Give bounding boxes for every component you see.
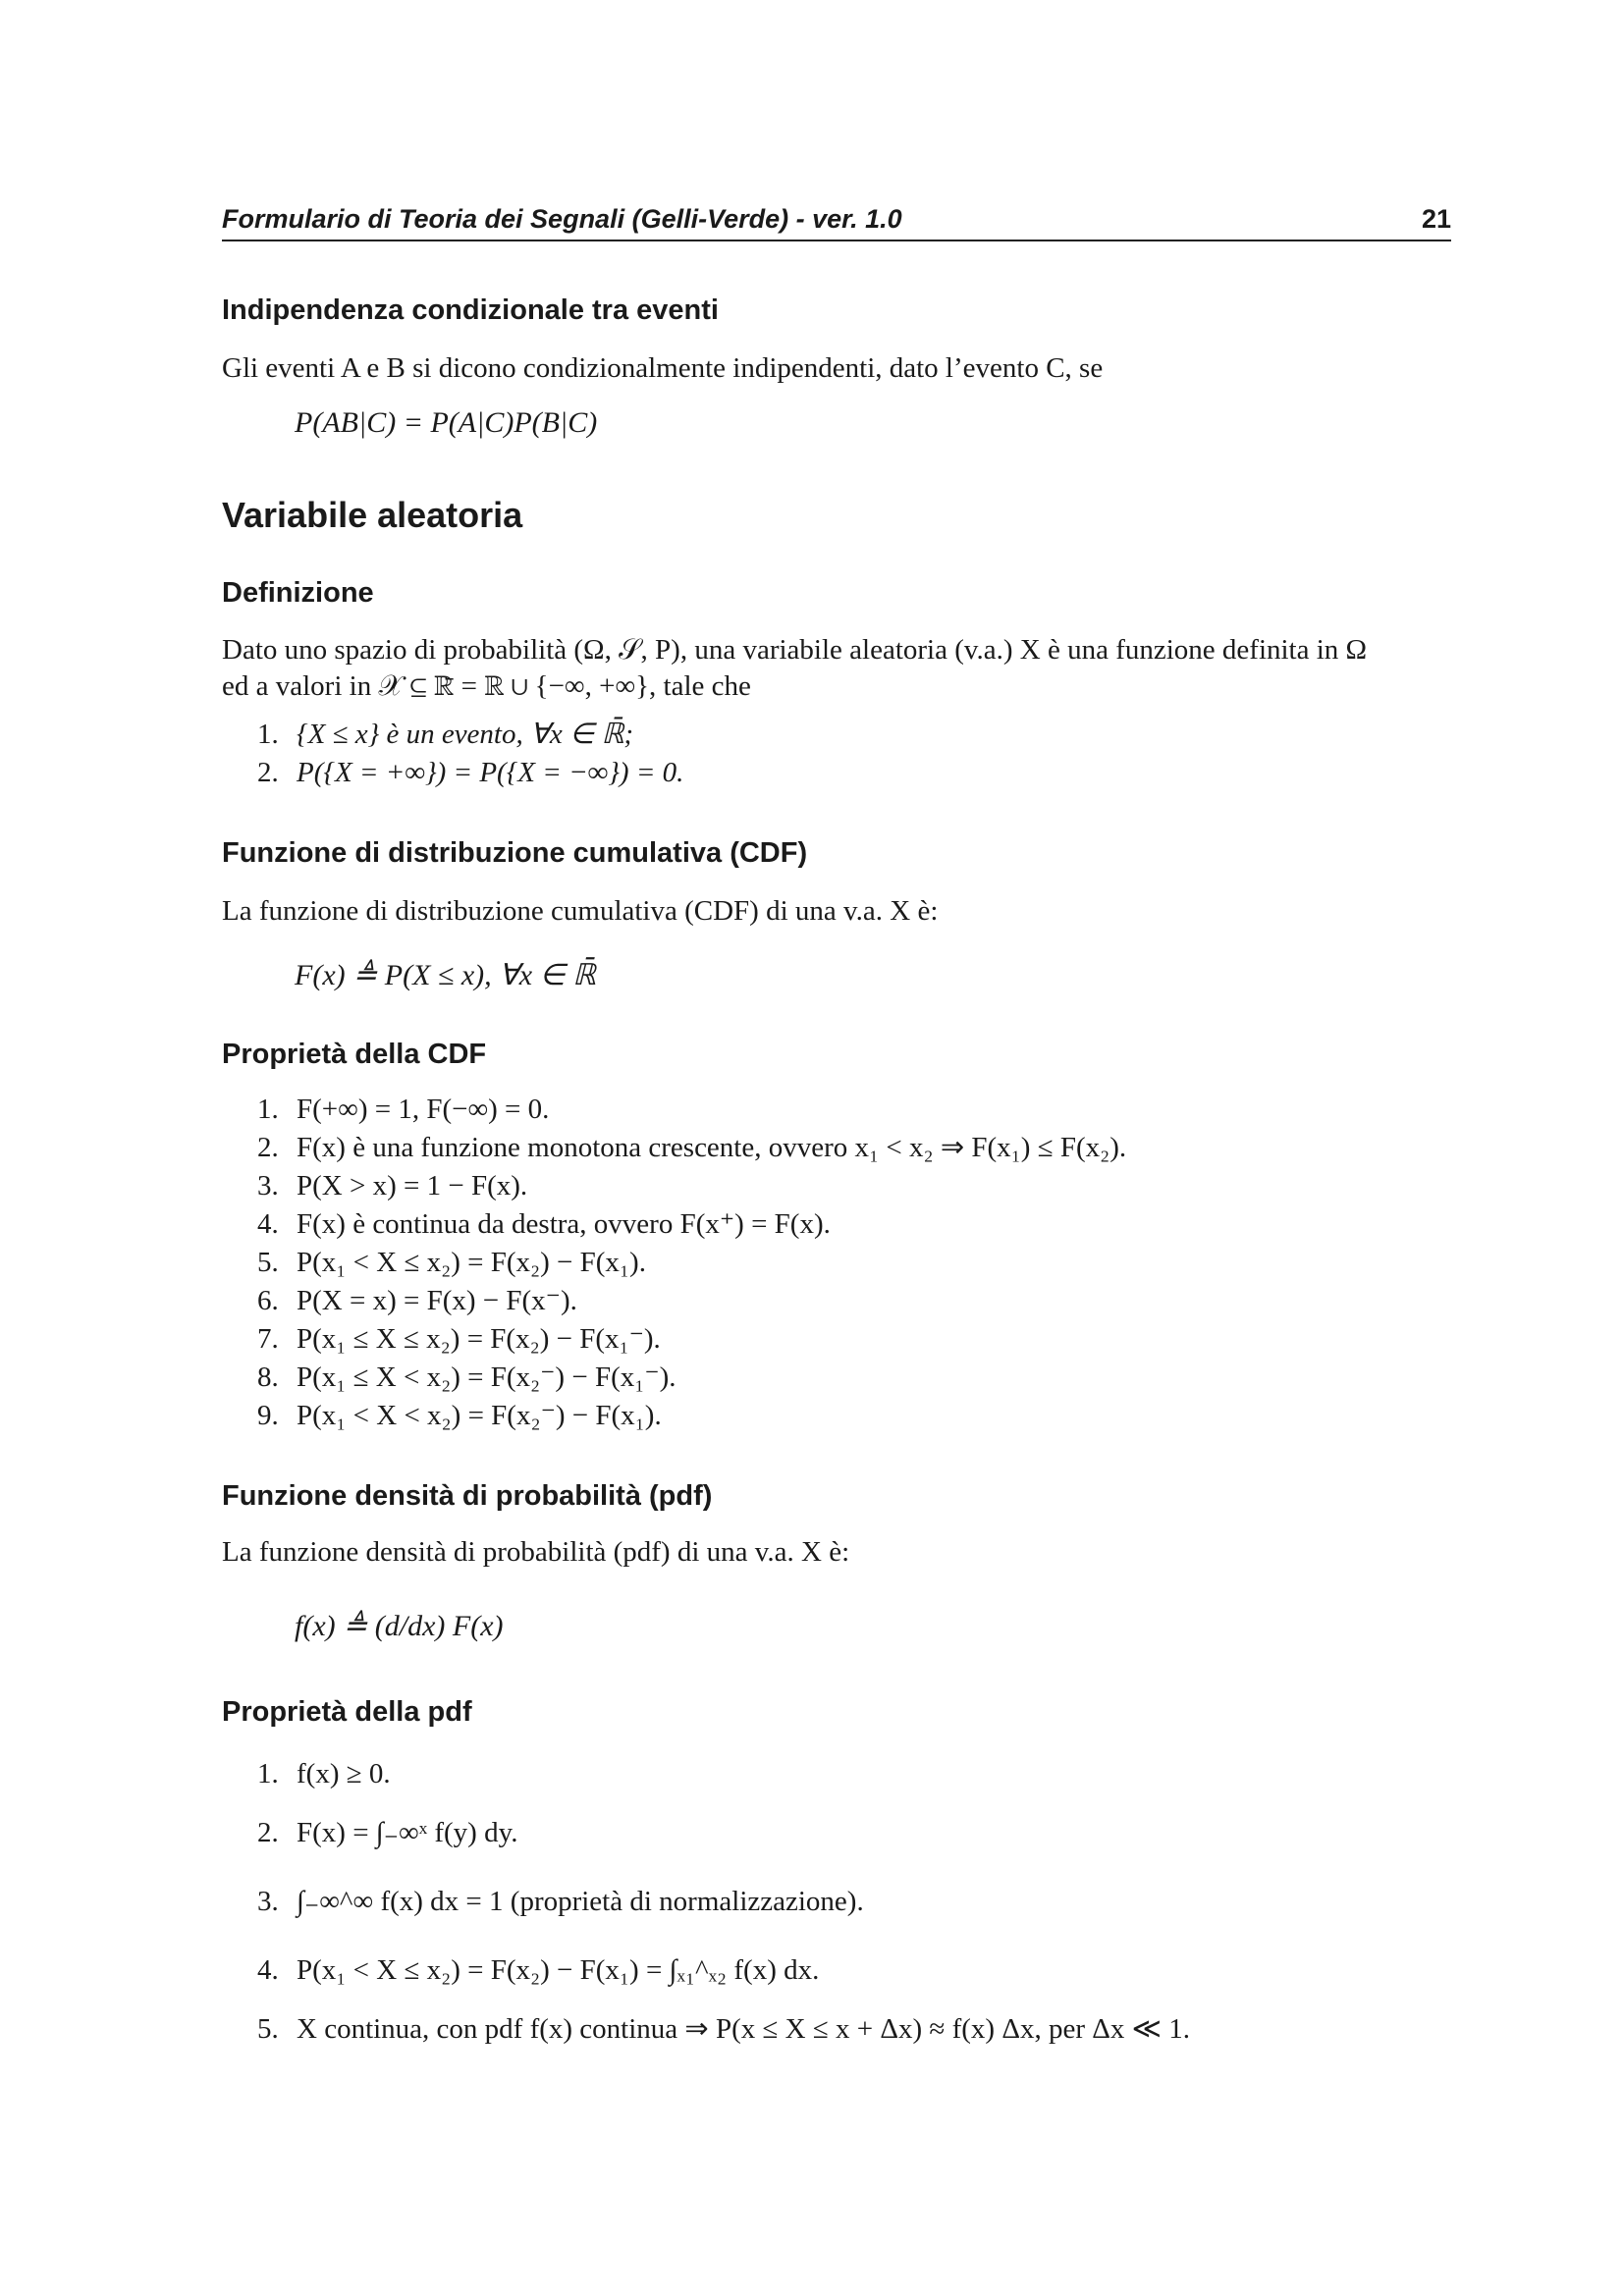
heading-proprieta-pdf: Proprietà della pdf	[222, 1696, 472, 1728]
heading-indipendenza: Indipendenza condizionale tra eventi	[222, 294, 719, 326]
header-title: Formulario di Teoria dei Segnali (Gelli-Verde) - ver. 1.0	[222, 204, 902, 234]
cdf-formula: F(x) ≜ P(X ≤ x), ∀x ∈ ℝ̄	[295, 959, 596, 991]
pdf-formula: f(x) ≜ (d/dx) F(x)	[295, 1610, 504, 1642]
indipendenza-text: Gli eventi A e B si dicono condizionalmente indipendenti, dato l’evento C, se	[222, 352, 1104, 384]
list-item: 1. {X ≤ x} è un evento, ∀x ∈ ℝ̄;	[257, 719, 634, 750]
list-item: 8. P(x₁ ≤ X < x₂) = F(x₂⁻) − F(x₁⁻).	[257, 1362, 676, 1393]
pdf-text: La funzione densità di probabilità (pdf) di una v.a. X è:	[222, 1536, 850, 1568]
heading-definizione: Definizione	[222, 577, 374, 609]
list-item: 6. P(X = x) = F(x) − F(x⁻).	[257, 1285, 577, 1316]
cdf-properties-list	[257, 1091, 1126, 1435]
list-item: 7. P(x₁ ≤ X ≤ x₂) = F(x₂) − F(x₁⁻).	[257, 1323, 661, 1355]
list-item: 9. P(x₁ < X < x₂) = F(x₂⁻) − F(x₁).	[257, 1400, 662, 1431]
pdf-properties-list	[257, 1749, 1190, 2054]
list-item: 2. P({X = +∞}) = P({X = −∞}) = 0.	[257, 757, 684, 788]
list-item: 1. F(+∞) = 1, F(−∞) = 0.	[257, 1094, 550, 1125]
list-item: 2. F(x) = ∫₋∞ˣ f(y) dy.	[257, 1817, 518, 1848]
list-item: 3. ∫₋∞^∞ f(x) dx = 1 (proprietà di normalizzazione).	[257, 1886, 864, 1917]
indipendenza-formula: P(AB|C) = P(A|C)P(B|C)	[295, 406, 598, 439]
list-item: 1. f(x) ≥ 0.	[257, 1758, 391, 1789]
list-item: 5. P(x₁ < X ≤ x₂) = F(x₂) − F(x₁).	[257, 1247, 646, 1278]
list-item: 4. P(x₁ < X ≤ x₂) = F(x₂) − F(x₁) = ∫ₓ₁^ₓ₂ f(x) dx.	[257, 1954, 820, 1986]
list-item: 5. X continua, con pdf f(x) continua ⇒ P(x ≤ X ≤ x + Δx) ≈ f(x) Δx, per Δx ≪ 1.	[257, 2013, 1191, 2045]
heading-pdf: Funzione densità di probabilità (pdf)	[222, 1480, 713, 1512]
definizione-list	[257, 716, 683, 792]
list-item: 4. F(x) è continua da destra, ovvero F(x⁺) = F(x).	[257, 1208, 831, 1240]
definizione-line-2: ed a valori in 𝒳 ⊆ ℝ̄ = ℝ ∪ {−∞, +∞}, tale che	[222, 670, 751, 702]
list-item: 3. P(X > x) = 1 − F(x).	[257, 1170, 528, 1201]
list-item: 2. F(x) è una funzione monotona crescente, ovvero x₁ < x₂ ⇒ F(x₁) ≤ F(x₂).	[257, 1132, 1127, 1163]
definizione-line-1: Dato uno spazio di probabilità (Ω, 𝒮, P), una variabile aleatoria (v.a.) X è una funzione definita in Ω	[222, 634, 1368, 666]
cdf-text: La funzione di distribuzione cumulativa (CDF) di una v.a. X è:	[222, 895, 939, 927]
heading-variabile-aleatoria: Variabile aleatoria	[222, 495, 523, 535]
page-header	[222, 200, 1451, 241]
heading-cdf: Funzione di distribuzione cumulativa (CDF)	[222, 837, 808, 869]
page-number: 21	[1421, 204, 1451, 234]
heading-proprieta-cdf: Proprietà della CDF	[222, 1039, 487, 1070]
